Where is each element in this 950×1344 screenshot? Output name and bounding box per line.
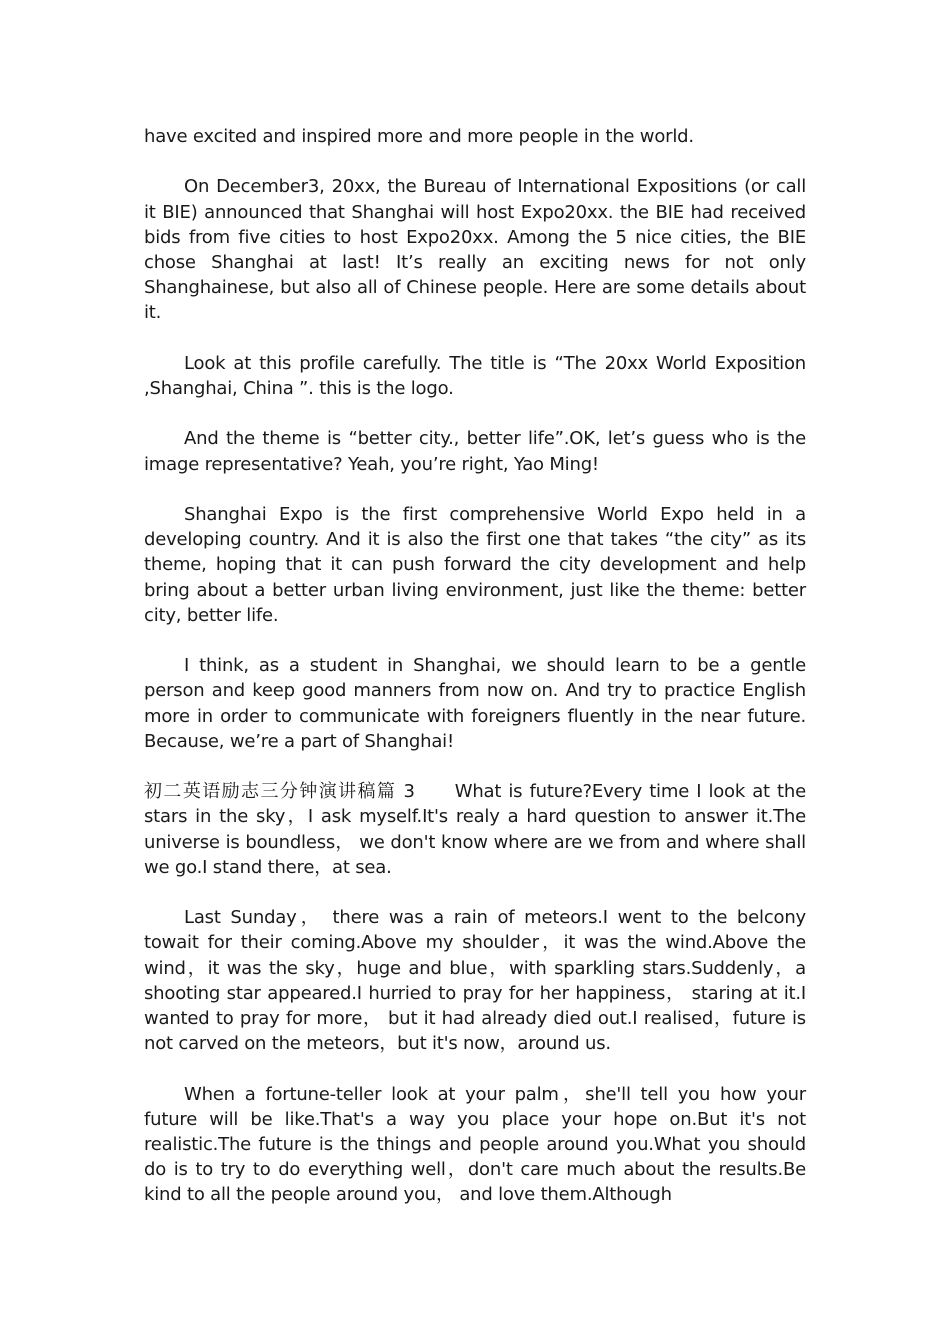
document-body bbox=[144, 124, 806, 1208]
section-paragraph bbox=[144, 779, 806, 880]
paragraph-2: On December3, 20xx, the Bureau of International Expositions (or call it BIE) announced that Shanghai will host Expo20xx. the BIE had received bids from five cities to host Expo20xx. Among the 5 nice cities, the BIE chose Shanghai at last! It’s really an exciting news for not only Shanghainese, but also all of Chinese people. Here are some details about it. bbox=[144, 176, 806, 324]
paragraph-9: When a fortune-teller look at your palm，she'll tell you how your future will be like.That's a way you place your hope on.But it's not realistic.The future is the things and people around you.What you should do is to try to do everything well，don't care much about the results.Be kind to all the people around you， and love them.Although bbox=[144, 1083, 806, 1206]
paragraph-1: have excited and inspired more and more people in the world. bbox=[144, 126, 694, 147]
section-first-text: What is future?Every time I look at the stars in the sky，I ask myself.It's realy a hard question to answer it.The universe is boundless， we don't know where are we from and where shall we go.I stand there，at sea. bbox=[144, 781, 806, 878]
paragraph-5: Shanghai Expo is the first comprehensive World Expo held in a developing country. And it is also the first one that takes “the city” as its theme, hoping that it can push forward the city development and help bring about a better urban living environment, just like the theme: better city, better life. bbox=[144, 503, 806, 626]
paragraph-3: Look at this profile carefully. The title is “The 20xx World Exposition ,Shanghai, China ”. this is the logo. bbox=[144, 352, 806, 399]
section-heading: 初二英语励志三分钟演讲稿篇 3 bbox=[144, 781, 415, 803]
paragraph-6: I think, as a student in Shanghai, we should learn to be a gentle person and keep good manners from now on. And try to practice English more in order to communicate with foreigners fluently in the near future. Because, we’re a part of Shanghai! bbox=[144, 655, 806, 752]
paragraph-4: And the theme is “better city., better life”.OK, let’s guess who is the image representative? Yeah, you’re right, Yao Ming! bbox=[144, 428, 806, 475]
paragraph-8: Last Sunday， there was a rain of meteors.I went to the belcony towait for their coming.Above my shoulder，it was the wind.Above the wind，it was the sky，huge and blue，with sparkling stars.Suddenly，a shooting star appeared.I hurried to pray for her happiness， staring at it.I wanted to pray for more， but it had already died out.I realised，future is not carved on the meteors，but it's now，around us. bbox=[144, 907, 806, 1055]
